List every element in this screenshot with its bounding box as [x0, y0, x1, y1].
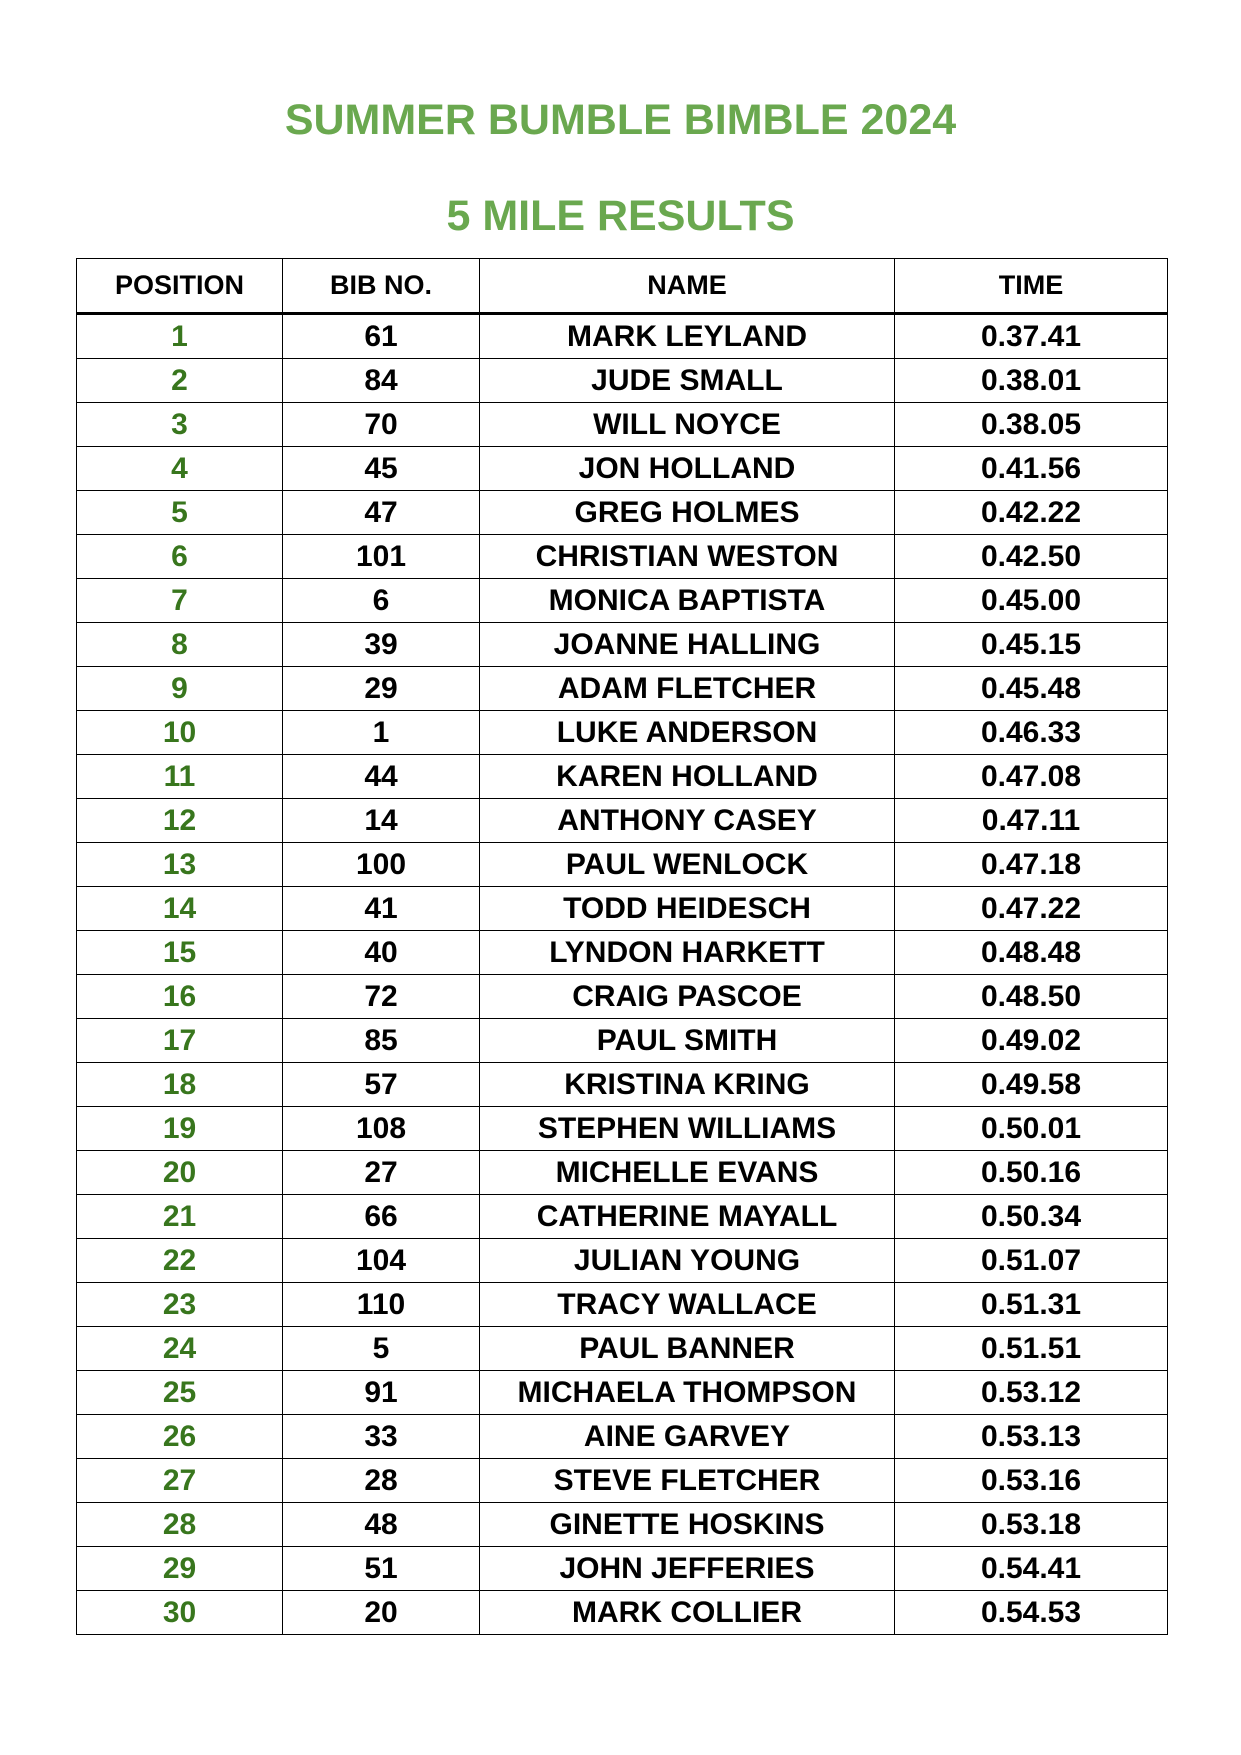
time-cell: 0.47.11: [895, 799, 1168, 843]
bib-cell: 110: [283, 1283, 480, 1327]
bib-cell: 44: [283, 755, 480, 799]
bib-cell: 66: [283, 1195, 480, 1239]
name-cell: KRISTINA KRING: [480, 1063, 895, 1107]
bib-cell: 47: [283, 491, 480, 535]
time-cell: 0.50.16: [895, 1151, 1168, 1195]
position-cell: 21: [77, 1195, 283, 1239]
name-cell: MARK COLLIER: [480, 1591, 895, 1635]
name-cell: MONICA BAPTISTA: [480, 579, 895, 623]
time-cell: 0.41.56: [895, 447, 1168, 491]
time-cell: 0.45.15: [895, 623, 1168, 667]
name-cell: JOHN JEFFERIES: [480, 1547, 895, 1591]
position-cell: 20: [77, 1151, 283, 1195]
bib-cell: 101: [283, 535, 480, 579]
table-row: [77, 1283, 1168, 1327]
table-row: [77, 579, 1168, 623]
position-cell: 13: [77, 843, 283, 887]
time-cell: 0.53.13: [895, 1415, 1168, 1459]
name-cell: ANTHONY CASEY: [480, 799, 895, 843]
position-cell: 16: [77, 975, 283, 1019]
bib-cell: 1: [283, 711, 480, 755]
table-row: [77, 1547, 1168, 1591]
table-row: [77, 799, 1168, 843]
time-cell: 0.54.53: [895, 1591, 1168, 1635]
position-cell: 4: [77, 447, 283, 491]
position-cell: 17: [77, 1019, 283, 1063]
table-row: [77, 843, 1168, 887]
bib-cell: 100: [283, 843, 480, 887]
bib-cell: 33: [283, 1415, 480, 1459]
name-cell: JULIAN YOUNG: [480, 1239, 895, 1283]
time-cell: 0.53.18: [895, 1503, 1168, 1547]
table-row: [77, 314, 1168, 359]
results-table: [76, 258, 1168, 1635]
page-title: SUMMER BUMBLE BIMBLE 2024: [284, 96, 957, 144]
name-cell: MARK LEYLAND: [480, 314, 895, 359]
position-cell: 6: [77, 535, 283, 579]
bib-cell: 91: [283, 1371, 480, 1415]
position-cell: 14: [77, 887, 283, 931]
bib-cell: 48: [283, 1503, 480, 1547]
header-name: NAME: [480, 259, 895, 314]
table-row: [77, 931, 1168, 975]
bib-cell: 51: [283, 1547, 480, 1591]
name-cell: JOANNE HALLING: [480, 623, 895, 667]
name-cell: KAREN HOLLAND: [480, 755, 895, 799]
table-row: [77, 1195, 1168, 1239]
time-cell: 0.54.41: [895, 1547, 1168, 1591]
bib-cell: 14: [283, 799, 480, 843]
table-row: [77, 359, 1168, 403]
name-cell: GINETTE HOSKINS: [480, 1503, 895, 1547]
page-subtitle: 5 MILE RESULTS: [446, 192, 795, 240]
time-cell: 0.51.51: [895, 1327, 1168, 1371]
table-row: [77, 755, 1168, 799]
bib-cell: 45: [283, 447, 480, 491]
position-cell: 9: [77, 667, 283, 711]
table-row: [77, 711, 1168, 755]
time-cell: 0.37.41: [895, 314, 1168, 359]
name-cell: PAUL SMITH: [480, 1019, 895, 1063]
position-cell: 2: [77, 359, 283, 403]
name-cell: AINE GARVEY: [480, 1415, 895, 1459]
table-row: [77, 1459, 1168, 1503]
table-row: [77, 1327, 1168, 1371]
results-table-body: [77, 314, 1168, 1635]
name-cell: MICHELLE EVANS: [480, 1151, 895, 1195]
table-row: [77, 491, 1168, 535]
position-cell: 7: [77, 579, 283, 623]
name-cell: GREG HOLMES: [480, 491, 895, 535]
time-cell: 0.48.50: [895, 975, 1168, 1019]
name-cell: TRACY WALLACE: [480, 1283, 895, 1327]
name-cell: JUDE SMALL: [480, 359, 895, 403]
position-cell: 28: [77, 1503, 283, 1547]
position-cell: 19: [77, 1107, 283, 1151]
time-cell: 0.47.08: [895, 755, 1168, 799]
position-cell: 10: [77, 711, 283, 755]
bib-cell: 28: [283, 1459, 480, 1503]
position-cell: 25: [77, 1371, 283, 1415]
name-cell: CRAIG PASCOE: [480, 975, 895, 1019]
table-row: [77, 1239, 1168, 1283]
name-cell: STEPHEN WILLIAMS: [480, 1107, 895, 1151]
bib-cell: 41: [283, 887, 480, 931]
name-cell: WILL NOYCE: [480, 403, 895, 447]
bib-cell: 70: [283, 403, 480, 447]
name-cell: ADAM FLETCHER: [480, 667, 895, 711]
name-cell: PAUL BANNER: [480, 1327, 895, 1371]
time-cell: 0.45.48: [895, 667, 1168, 711]
bib-cell: 104: [283, 1239, 480, 1283]
table-row: [77, 403, 1168, 447]
name-cell: JON HOLLAND: [480, 447, 895, 491]
table-row: [77, 667, 1168, 711]
position-cell: 3: [77, 403, 283, 447]
time-cell: 0.46.33: [895, 711, 1168, 755]
position-cell: 5: [77, 491, 283, 535]
time-cell: 0.47.22: [895, 887, 1168, 931]
time-cell: 0.38.05: [895, 403, 1168, 447]
table-row: [77, 887, 1168, 931]
table-row: [77, 1107, 1168, 1151]
position-cell: 15: [77, 931, 283, 975]
time-cell: 0.50.34: [895, 1195, 1168, 1239]
table-row: [77, 1503, 1168, 1547]
time-cell: 0.38.01: [895, 359, 1168, 403]
table-row: [77, 1063, 1168, 1107]
table-row: [77, 1415, 1168, 1459]
table-row: [77, 975, 1168, 1019]
position-cell: 29: [77, 1547, 283, 1591]
name-cell: PAUL WENLOCK: [480, 843, 895, 887]
table-header-row: [77, 259, 1168, 314]
name-cell: CATHERINE MAYALL: [480, 1195, 895, 1239]
bib-cell: 108: [283, 1107, 480, 1151]
position-cell: 27: [77, 1459, 283, 1503]
name-cell: MICHAELA THOMPSON: [480, 1371, 895, 1415]
bib-cell: 20: [283, 1591, 480, 1635]
position-cell: 24: [77, 1327, 283, 1371]
table-row: [77, 623, 1168, 667]
position-cell: 18: [77, 1063, 283, 1107]
bib-cell: 57: [283, 1063, 480, 1107]
position-cell: 1: [77, 314, 283, 359]
time-cell: 0.51.31: [895, 1283, 1168, 1327]
name-cell: LUKE ANDERSON: [480, 711, 895, 755]
bib-cell: 84: [283, 359, 480, 403]
position-cell: 30: [77, 1591, 283, 1635]
table-row: [77, 1371, 1168, 1415]
time-cell: 0.53.12: [895, 1371, 1168, 1415]
table-row: [77, 1019, 1168, 1063]
bib-cell: 61: [283, 314, 480, 359]
header-time: TIME: [895, 259, 1168, 314]
header-bib-no: BIB NO.: [283, 259, 480, 314]
bib-cell: 6: [283, 579, 480, 623]
table-row: [77, 1151, 1168, 1195]
table-row: [77, 447, 1168, 491]
time-cell: 0.42.50: [895, 535, 1168, 579]
bib-cell: 29: [283, 667, 480, 711]
position-cell: 11: [77, 755, 283, 799]
position-cell: 12: [77, 799, 283, 843]
position-cell: 26: [77, 1415, 283, 1459]
table-row: [77, 535, 1168, 579]
position-cell: 8: [77, 623, 283, 667]
name-cell: LYNDON HARKETT: [480, 931, 895, 975]
bib-cell: 39: [283, 623, 480, 667]
time-cell: 0.42.22: [895, 491, 1168, 535]
time-cell: 0.50.01: [895, 1107, 1168, 1151]
time-cell: 0.51.07: [895, 1239, 1168, 1283]
name-cell: STEVE FLETCHER: [480, 1459, 895, 1503]
position-cell: 22: [77, 1239, 283, 1283]
time-cell: 0.45.00: [895, 579, 1168, 623]
bib-cell: 5: [283, 1327, 480, 1371]
bib-cell: 85: [283, 1019, 480, 1063]
time-cell: 0.53.16: [895, 1459, 1168, 1503]
table-row: [77, 1591, 1168, 1635]
name-cell: TODD HEIDESCH: [480, 887, 895, 931]
bib-cell: 27: [283, 1151, 480, 1195]
header-position: POSITION: [77, 259, 283, 314]
position-cell: 23: [77, 1283, 283, 1327]
time-cell: 0.49.02: [895, 1019, 1168, 1063]
name-cell: CHRISTIAN WESTON: [480, 535, 895, 579]
bib-cell: 72: [283, 975, 480, 1019]
time-cell: 0.48.48: [895, 931, 1168, 975]
time-cell: 0.49.58: [895, 1063, 1168, 1107]
time-cell: 0.47.18: [895, 843, 1168, 887]
bib-cell: 40: [283, 931, 480, 975]
